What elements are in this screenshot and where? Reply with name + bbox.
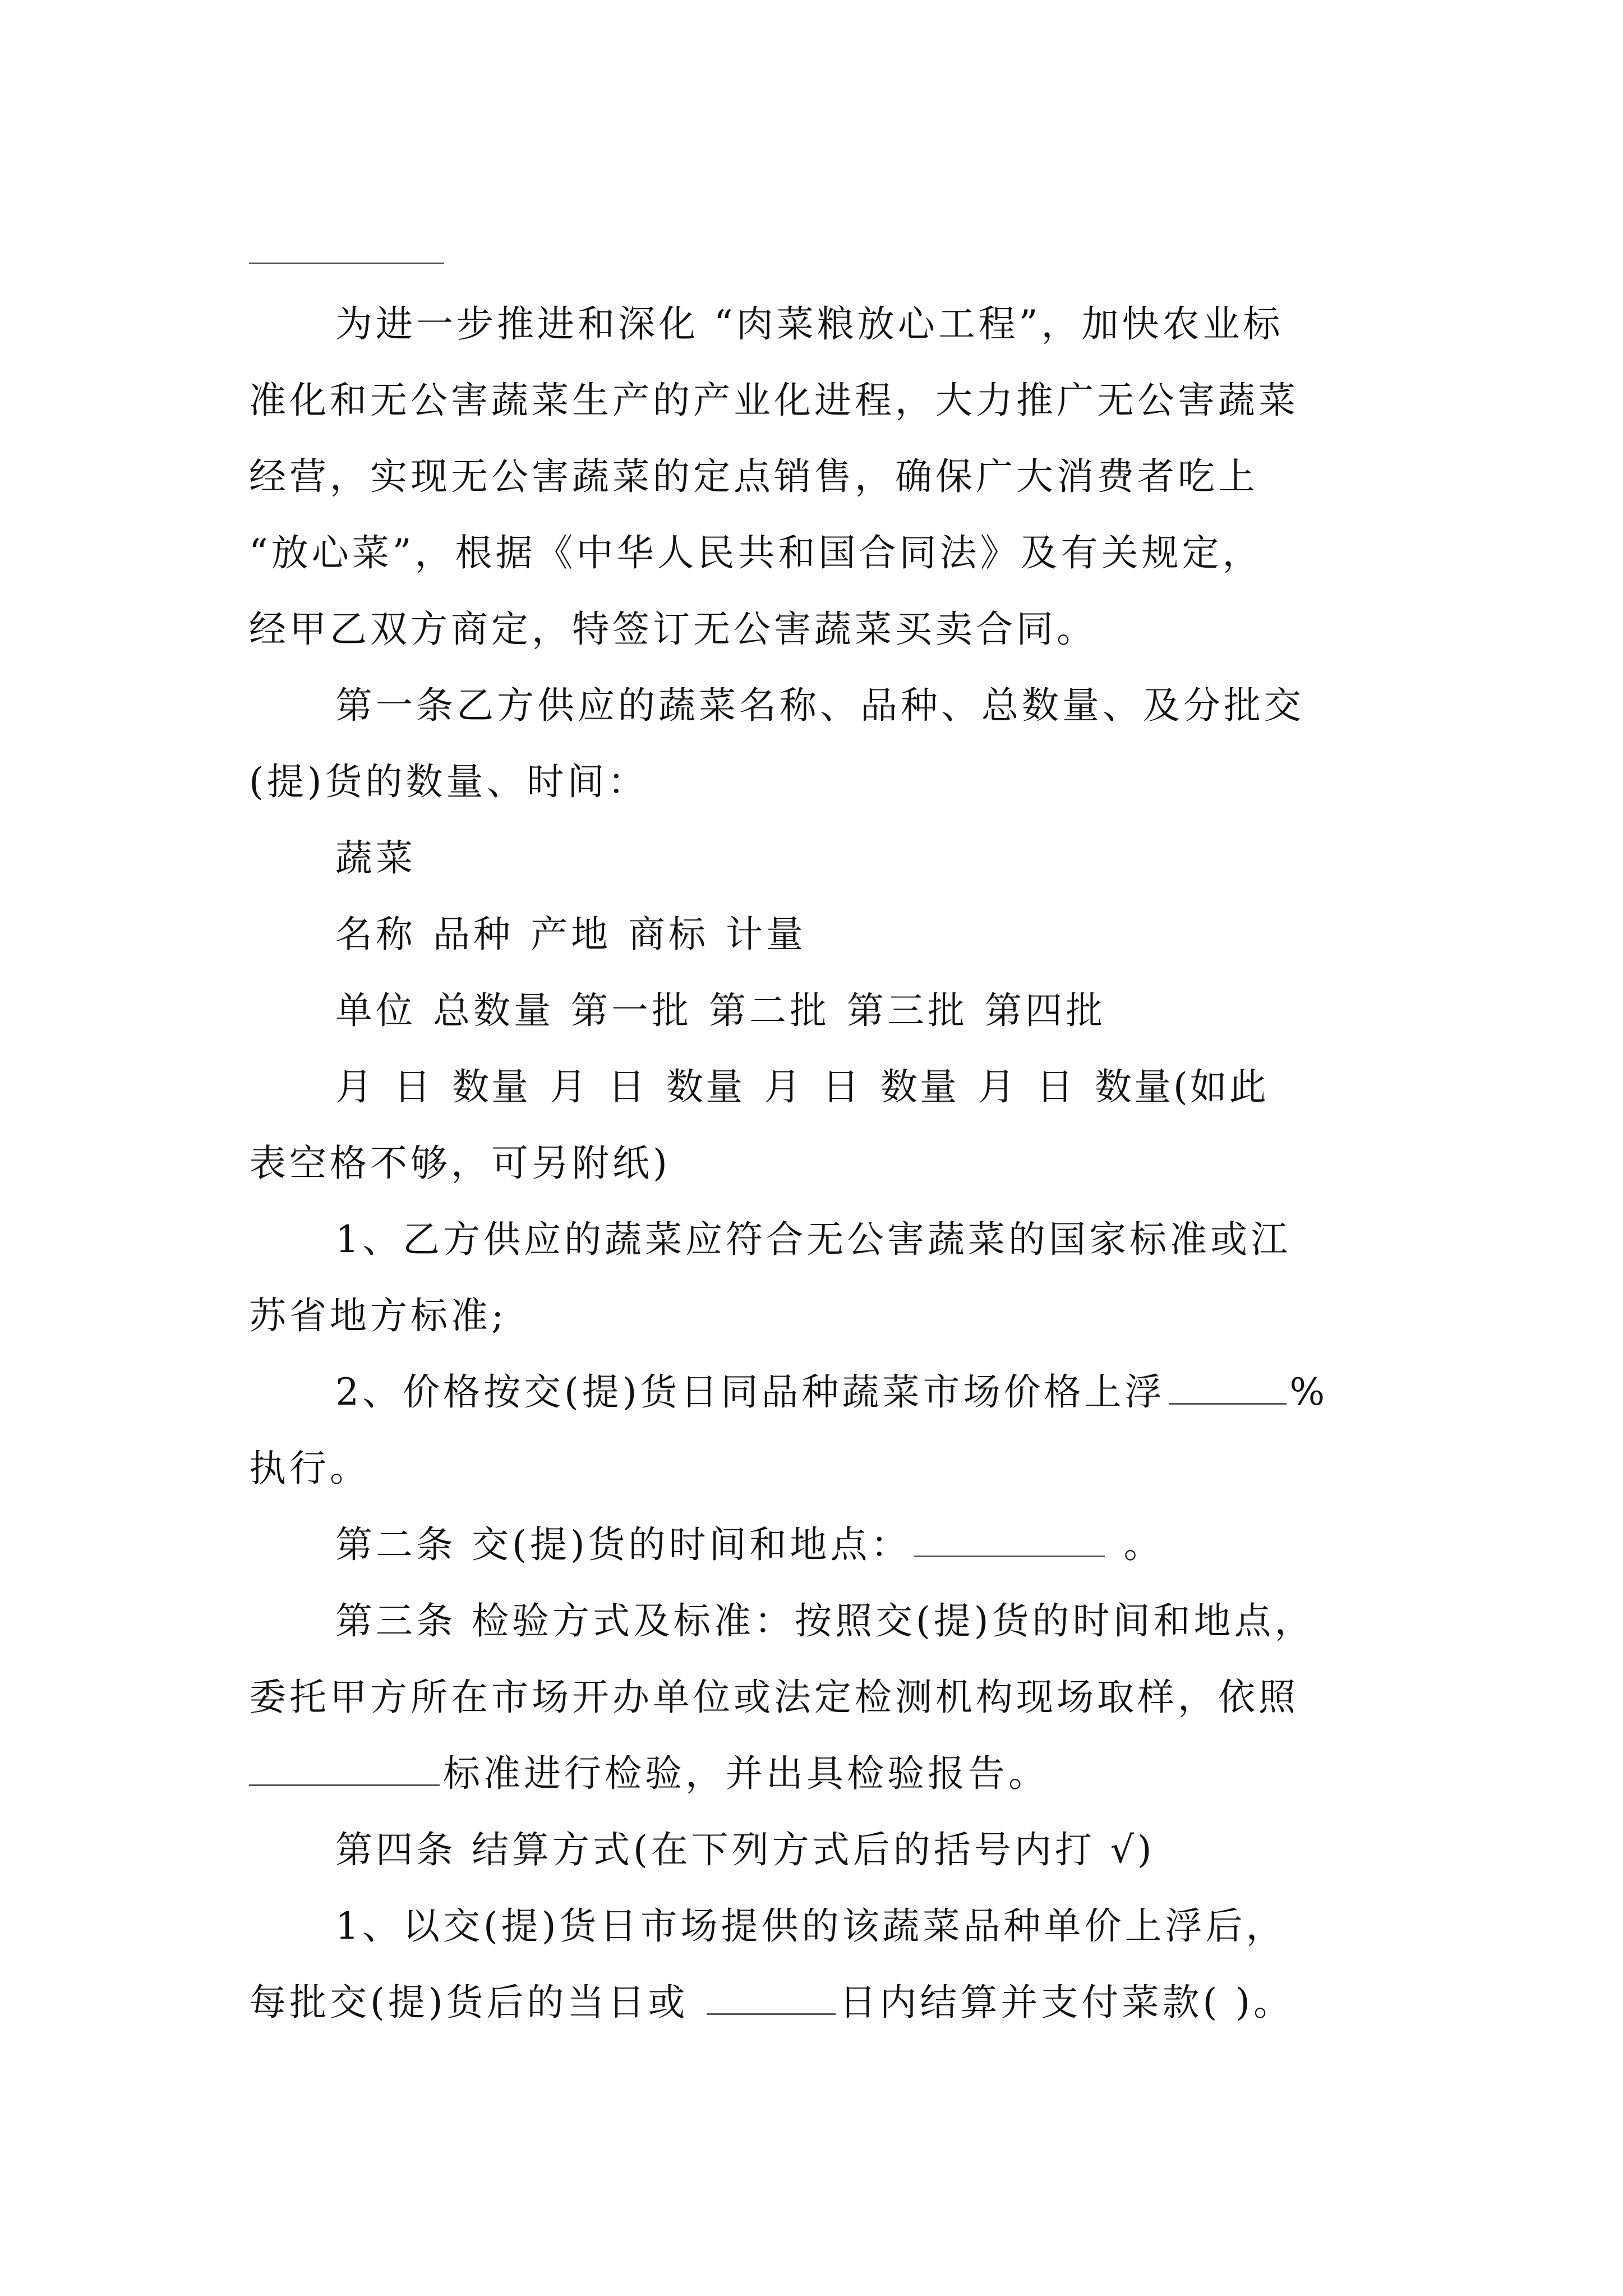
item2-text: 2、价格按交(提)货日同品种蔬菜市场价格上浮 (335, 1370, 1165, 1414)
intro-line-2: 准化和无公害蔬菜生产的产业化进程，大力推广无公害蔬菜 (249, 379, 1299, 422)
article1-item1-line-1: 1、乙方供应的蔬菜应符合无公害蔬菜的国家标准或江 (335, 1218, 1291, 1261)
table-row-3 (249, 973, 1393, 1049)
delivery-place-blank (914, 1556, 1105, 1557)
table-cell: 总数量 (433, 989, 554, 1032)
table-cell: 日 (1036, 1065, 1076, 1108)
intro-line-1: 为进一步推进和深化 “肉菜粮放心工程”，加快农业标 (335, 302, 1284, 346)
percent-blank (1169, 1403, 1287, 1405)
table-note: 表空格不够，可另附纸) (249, 1142, 671, 1185)
intro-line-3: 经营，实现无公害蔬菜的定点销售，确保广大消费者吃上 (249, 455, 1258, 498)
table-cell: 数量 (452, 1065, 531, 1108)
table-cell: 品种 (433, 913, 514, 956)
table-cell: 第一批 (571, 989, 692, 1032)
table-cell: 月 (550, 1065, 589, 1108)
table-cell: 数量(如此 (1095, 1065, 1269, 1108)
table-cell: 第三批 (847, 989, 968, 1032)
article3-line-3 (249, 1736, 1393, 1812)
intro-line-4: “放心菜”，根据《中华人民共和国合同法》及有关规定， (249, 531, 1263, 574)
article1-item1-line-2: 苏省地方标准; (249, 1294, 508, 1337)
article3-text: 标准进行检验，并出具检验报告。 (443, 1752, 1049, 1795)
article1-item2-line-1 (249, 1354, 1393, 1430)
article1-line-2: (提)货的数量、时间： (249, 760, 648, 803)
table-cell: 数量 (666, 1065, 745, 1108)
table-cell: 第二批 (709, 989, 830, 1032)
table-cell: 产地 (531, 913, 611, 956)
intro-line-5: 经甲乙双方商定，特签订无公害蔬菜买卖合同。 (249, 608, 1097, 651)
table-cell: 日 (394, 1065, 433, 1108)
table-cell: 计量 (726, 913, 806, 956)
table-cell: 月 (335, 1065, 375, 1108)
article4-item1-line-1: 1、以交(提)货日市场提供的该蔬菜品种单价上浮后， (335, 1904, 1287, 1948)
days-blank (707, 2013, 836, 2015)
percent-sign: % (1289, 1370, 1329, 1414)
table-cell: 月 (764, 1065, 803, 1108)
table-cell: 数量 (880, 1065, 959, 1108)
table-row-1: 蔬菜 (335, 836, 416, 880)
article2-end: 。 (1108, 1523, 1164, 1566)
article2-text: 第二条 交(提)货的时间和地点： (335, 1523, 911, 1566)
table-cell: 月 (978, 1065, 1017, 1108)
article1-item2-line-2: 执行。 (249, 1447, 370, 1490)
header-rule (249, 263, 444, 264)
table-cell: 商标 (628, 913, 709, 956)
article4-title: 第四条 结算方式(在下列方式后的括号内打 √) (335, 1828, 1155, 1871)
table-row-2 (249, 896, 1393, 973)
article4-text-end: 日内结算并支付菜款( )。 (839, 1981, 1294, 2024)
table-row-4 (249, 1049, 1393, 1125)
table-cell: 日 (608, 1065, 647, 1108)
article2-line (249, 1507, 1393, 1583)
table-cell: 第四批 (985, 989, 1106, 1032)
article3-line-2: 委托甲方所在市场开办单位或法定检测机构现场取样，依照 (249, 1676, 1299, 1719)
article4-text: 每批交(提)货后的当日或 (249, 1981, 704, 2024)
article3-line-1: 第三条 检验方式及标准：按照交(提)货的时间和地点， (335, 1599, 1315, 1642)
standard-blank (249, 1784, 440, 1786)
article4-item1-line-2 (249, 1964, 1393, 2041)
article1-line-1: 第一条乙方供应的蔬菜名称、品种、总数量、及分批交 (335, 684, 1304, 727)
table-cell: 日 (822, 1065, 861, 1108)
table-cell: 名称 (335, 913, 416, 956)
table-cell: 单位 (335, 989, 416, 1032)
contract-body (249, 286, 1393, 2041)
